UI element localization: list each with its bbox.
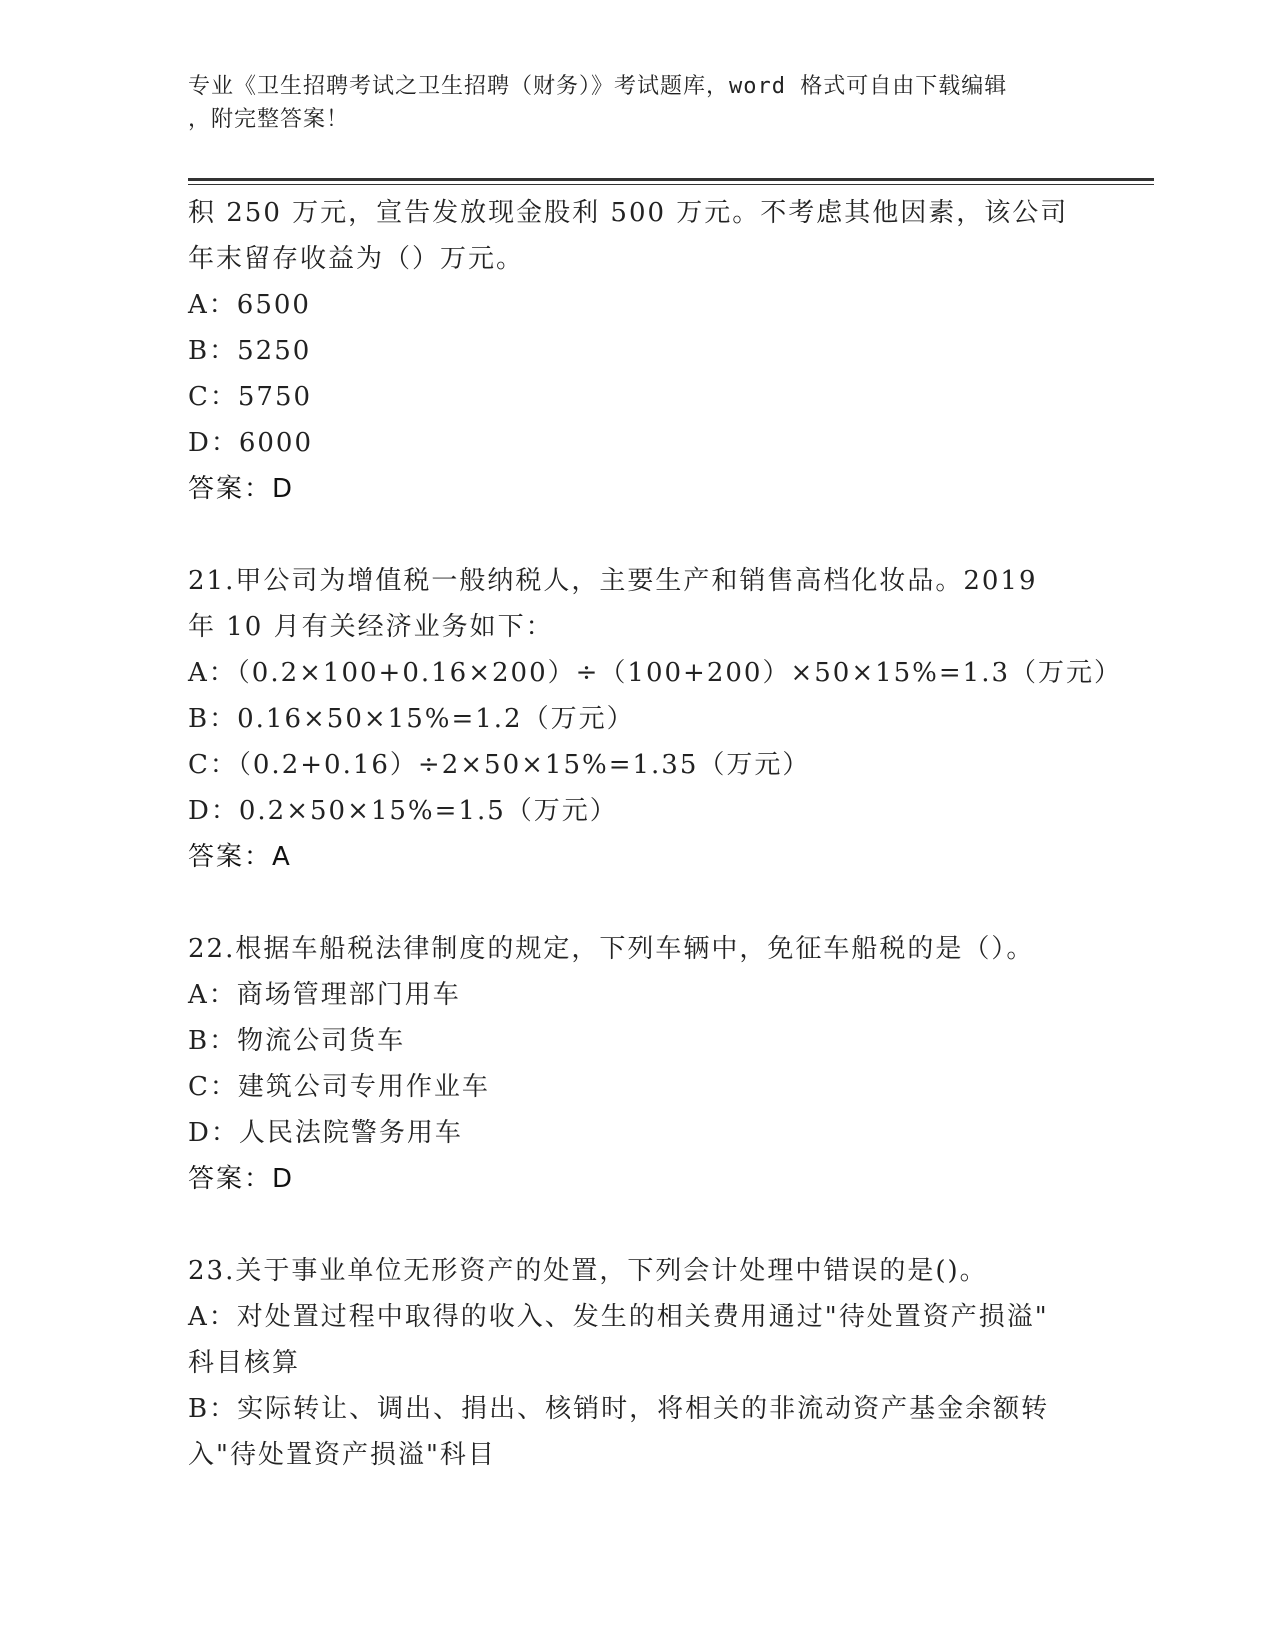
option-c: C：（0.2+0.16）÷2×50×15%=1.35（万元）	[188, 750, 811, 780]
option-a: A：对处置过程中取得的收入、发生的相关费用通过"待处置资产损溢"	[188, 1302, 1049, 1332]
question-text: 年 10 月有关经济业务如下：	[188, 612, 554, 642]
question-text: 21.甲公司为增值税一般纳税人，主要生产和销售高档化妆品。2019	[188, 566, 1038, 596]
option-a: A：（0.2×100+0.16×200）÷（100+200）×50×15%=1.3（万元）	[188, 658, 1123, 688]
question-text: 积 250 万元，宣告发放现金股利 500 万元。不考虑其他因素，该公司	[188, 198, 1069, 228]
option-d: D：0.2×50×15%=1.5（万元）	[188, 796, 618, 826]
option-b: B：物流公司货车	[188, 1026, 406, 1056]
question-text: 年末留存收益为（）万元。	[188, 244, 525, 274]
header-divider-thin	[188, 184, 1154, 185]
option-b: B：0.16×50×15%=1.2（万元）	[188, 704, 635, 734]
spacer	[188, 512, 1088, 558]
answer: 答案：D	[188, 474, 295, 504]
option-d: D：人民法院警务用车	[188, 1118, 463, 1148]
option-d: D：6000	[188, 428, 314, 458]
option-a: A：6500	[188, 290, 311, 320]
option-c: C：建筑公司专用作业车	[188, 1072, 490, 1102]
spacer	[188, 1202, 1088, 1248]
option-b: B：实际转让、调出、捐出、核销时，将相关的非流动资产基金余额转	[188, 1394, 1050, 1424]
question-list	[188, 190, 1123, 1478]
header-divider-thick	[188, 178, 1154, 181]
question-23	[188, 1248, 1088, 1478]
document-header	[188, 70, 1068, 136]
question-20	[188, 190, 1088, 512]
question-22	[188, 926, 1088, 1202]
option-b: B：5250	[188, 336, 312, 366]
header-line-1: 专业《卫生招聘考试之卫生招聘（财务）》考试题库，word 格式可自由下载编辑	[188, 74, 1008, 99]
answer: 答案：A	[188, 842, 292, 872]
option-a-continued: 科目核算	[188, 1348, 301, 1378]
question-text: 22.根据车船税法律制度的规定，下列车辆中，免征车船税的是（）。	[188, 934, 1035, 964]
option-b-continued: 入"待处置资产损溢"科目	[188, 1440, 496, 1470]
question-21	[188, 558, 1123, 880]
answer: 答案：D	[188, 1164, 295, 1194]
header-line-2: ，附完整答案！	[188, 107, 350, 132]
question-text: 23.关于事业单位无形资产的处置，下列会计处理中错误的是()。	[188, 1256, 988, 1286]
option-c: C：5750	[188, 382, 313, 412]
option-a: A：商场管理部门用车	[188, 980, 461, 1010]
spacer	[188, 880, 1088, 926]
